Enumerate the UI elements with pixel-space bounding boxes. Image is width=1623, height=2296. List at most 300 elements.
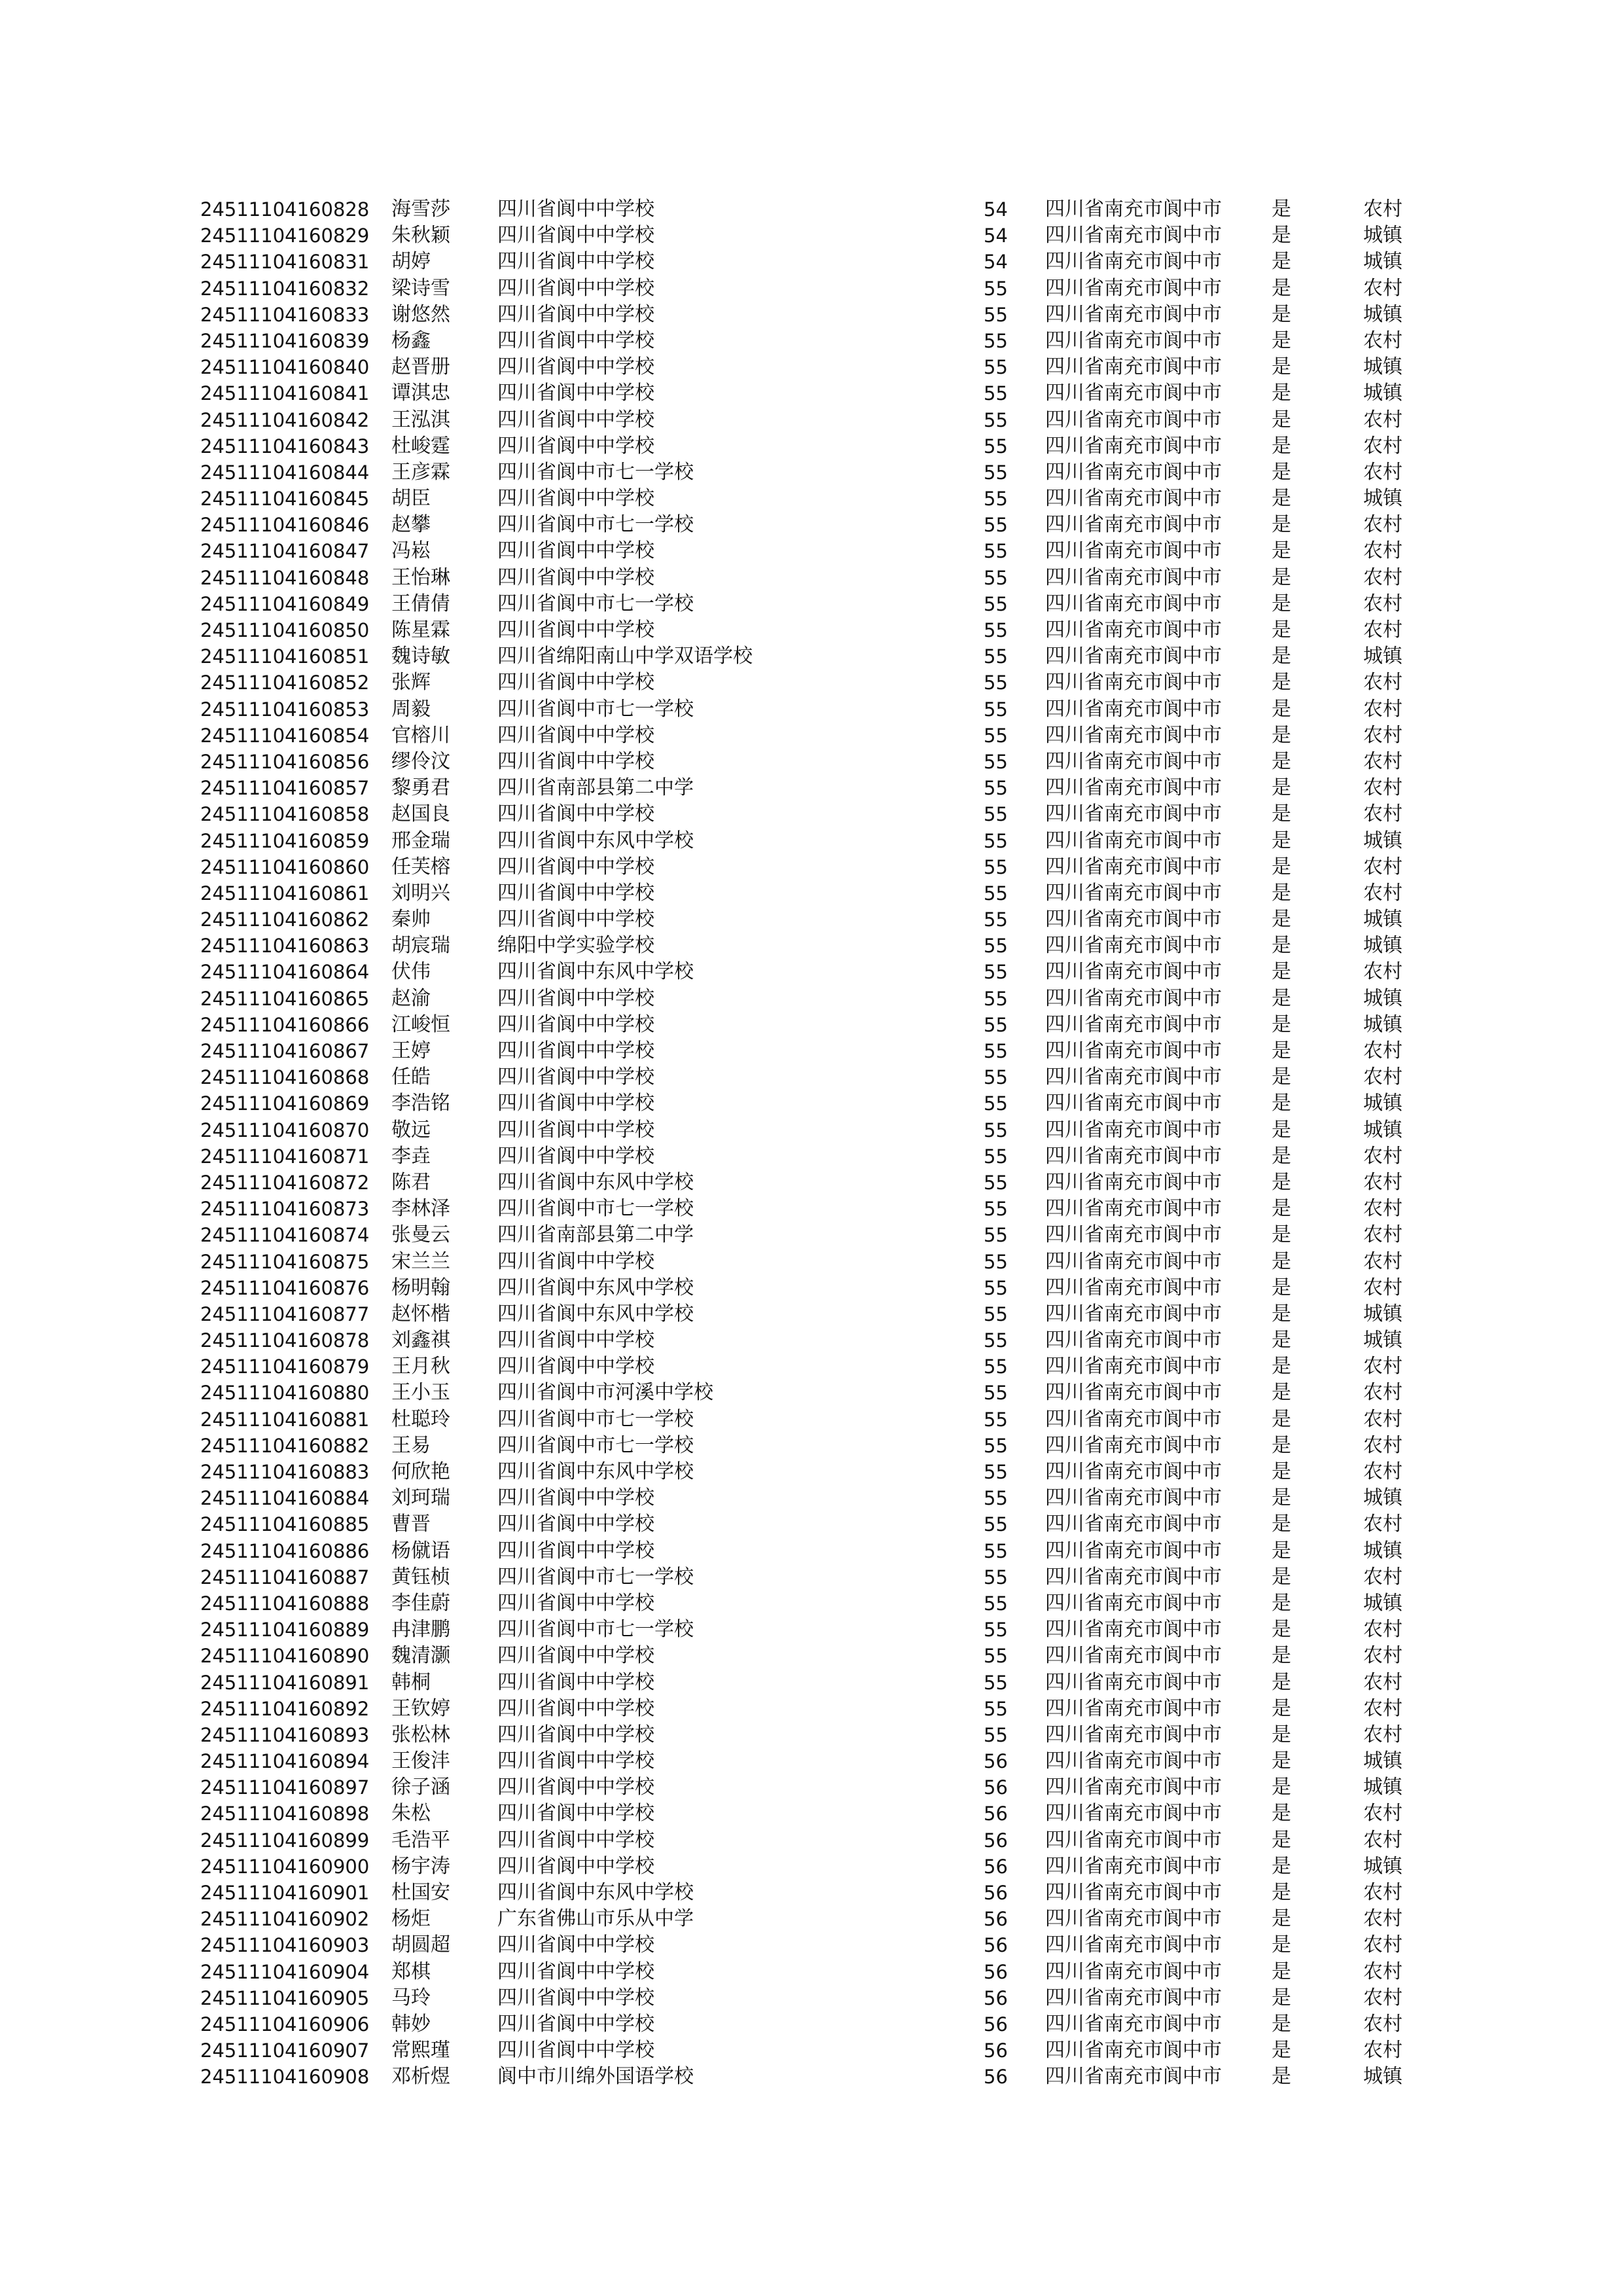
- student-name-cell: 王怡琳: [391, 565, 450, 589]
- flag-cell: 是: [1272, 1144, 1291, 1168]
- school-cell: 四川省阆中中学校: [497, 1539, 654, 1562]
- flag-cell: 是: [1272, 539, 1291, 563]
- student-name-cell: 何欣艳: [391, 1460, 450, 1483]
- score-cell: 55: [984, 1619, 1008, 1641]
- flag-cell: 是: [1272, 1776, 1291, 1799]
- region-cell: 四川省南充市阆中市: [1045, 986, 1222, 1010]
- exam-id-cell: 24511104160890: [200, 1645, 370, 1668]
- table-row: [0, 1038, 1623, 1064]
- region-cell: 四川省南充市阆中市: [1045, 539, 1222, 563]
- exam-id-cell: 24511104160833: [200, 303, 370, 326]
- score-cell: 55: [984, 329, 1008, 352]
- student-name-cell: 刘明兴: [391, 881, 450, 905]
- residence-type-cell: 农村: [1363, 1960, 1402, 1983]
- student-name-cell: 杨宇涛: [391, 1854, 450, 1878]
- residence-type-cell: 农村: [1363, 1723, 1402, 1746]
- region-cell: 四川省南充市阆中市: [1045, 645, 1222, 668]
- exam-id-cell: 24511104160868: [200, 1066, 370, 1089]
- exam-id-cell: 24511104160854: [200, 724, 370, 747]
- school-cell: 四川省阆中中学校: [497, 1513, 654, 1536]
- flag-cell: 是: [1272, 829, 1291, 852]
- roster-table: [0, 196, 1623, 2090]
- score-cell: 56: [984, 1986, 1008, 2009]
- flag-cell: 是: [1272, 1092, 1291, 1115]
- exam-id-cell: 24511104160864: [200, 961, 370, 984]
- table-row: [0, 1511, 1623, 1537]
- exam-id-cell: 24511104160898: [200, 1803, 370, 1825]
- flag-cell: 是: [1272, 487, 1291, 511]
- score-cell: 55: [984, 303, 1008, 326]
- student-name-cell: 赵渝: [391, 986, 431, 1010]
- table-row: [0, 880, 1623, 906]
- school-cell: 四川省阆中中学校: [497, 1066, 654, 1089]
- exam-id-cell: 24511104160882: [200, 1434, 370, 1457]
- flag-cell: 是: [1272, 592, 1291, 615]
- residence-type-cell: 农村: [1363, 855, 1402, 878]
- table-row: [0, 276, 1623, 302]
- table-row: [0, 1959, 1623, 1985]
- exam-id-cell: 24511104160870: [200, 1119, 370, 1141]
- school-cell: 四川省阆中中学校: [497, 1723, 654, 1746]
- region-cell: 四川省南充市阆中市: [1045, 1749, 1222, 1773]
- exam-id-cell: 24511104160850: [200, 619, 370, 641]
- school-cell: 四川省阆中市七一学校: [497, 1565, 694, 1588]
- exam-id-cell: 24511104160851: [200, 645, 370, 668]
- student-name-cell: 江峻恒: [391, 1013, 450, 1036]
- school-cell: 四川省阆中中学校: [497, 1644, 654, 1668]
- flag-cell: 是: [1272, 986, 1291, 1010]
- student-name-cell: 赵晋册: [391, 355, 450, 379]
- residence-type-cell: 农村: [1363, 723, 1402, 747]
- student-name-cell: 邢金瑞: [391, 829, 450, 852]
- region-cell: 四川省南充市阆中市: [1045, 1249, 1222, 1273]
- school-cell: 四川省阆中中学校: [497, 855, 654, 878]
- region-cell: 四川省南充市阆中市: [1045, 829, 1222, 852]
- residence-type-cell: 城镇: [1363, 934, 1402, 958]
- score-cell: 55: [984, 1355, 1008, 1378]
- region-cell: 四川省南充市阆中市: [1045, 1591, 1222, 1615]
- region-cell: 四川省南充市阆中市: [1045, 697, 1222, 721]
- school-cell: 四川省阆中市河溪中学校: [497, 1381, 713, 1405]
- school-cell: 四川省阆中中学校: [497, 302, 654, 326]
- table-row: [0, 933, 1623, 959]
- flag-cell: 是: [1272, 1276, 1291, 1299]
- flag-cell: 是: [1272, 382, 1291, 405]
- residence-type-cell: 城镇: [1363, 382, 1402, 405]
- region-cell: 四川省南充市阆中市: [1045, 1329, 1222, 1352]
- score-cell: 56: [984, 1934, 1008, 1957]
- flag-cell: 是: [1272, 302, 1291, 326]
- region-cell: 四川省南充市阆中市: [1045, 434, 1222, 457]
- residence-type-cell: 城镇: [1363, 1092, 1402, 1115]
- exam-id-cell: 24511104160883: [200, 1461, 370, 1483]
- exam-id-cell: 24511104160900: [200, 1855, 370, 1878]
- region-cell: 四川省南充市阆中市: [1045, 1539, 1222, 1562]
- student-name-cell: 黄钰桢: [391, 1565, 450, 1588]
- table-row: [0, 1196, 1623, 1222]
- flag-cell: 是: [1272, 619, 1291, 641]
- exam-id-cell: 24511104160907: [200, 2039, 370, 2062]
- score-cell: 55: [984, 1329, 1008, 1352]
- flag-cell: 是: [1272, 1197, 1291, 1221]
- table-row: [0, 433, 1623, 459]
- residence-type-cell: 农村: [1363, 1381, 1402, 1405]
- region-cell: 四川省南充市阆中市: [1045, 908, 1222, 931]
- school-cell: 四川省阆中中学校: [497, 355, 654, 379]
- region-cell: 四川省南充市阆中市: [1045, 1118, 1222, 1141]
- student-name-cell: 杨明翰: [391, 1276, 450, 1299]
- score-cell: 54: [984, 198, 1008, 221]
- exam-id-cell: 24511104160843: [200, 435, 370, 457]
- table-row: [0, 906, 1623, 933]
- score-cell: 55: [984, 408, 1008, 431]
- school-cell: 四川省阆中中学校: [497, 1013, 654, 1036]
- score-cell: 55: [984, 1013, 1008, 1036]
- residence-type-cell: 农村: [1363, 1828, 1402, 1852]
- residence-type-cell: 农村: [1363, 1144, 1402, 1168]
- school-cell: 四川省阆中中学校: [497, 2039, 654, 2062]
- student-name-cell: 胡臣: [391, 487, 431, 511]
- table-row: [0, 2064, 1623, 2090]
- score-cell: 56: [984, 2039, 1008, 2062]
- residence-type-cell: 农村: [1363, 1460, 1402, 1483]
- flag-cell: 是: [1272, 1118, 1291, 1141]
- exam-id-cell: 24511104160857: [200, 777, 370, 800]
- region-cell: 四川省南充市阆中市: [1045, 1696, 1222, 1720]
- flag-cell: 是: [1272, 513, 1291, 537]
- school-cell: 四川省阆中中学校: [497, 1960, 654, 1983]
- region-cell: 四川省南充市阆中市: [1045, 1092, 1222, 1115]
- flag-cell: 是: [1272, 329, 1291, 352]
- region-cell: 四川省南充市阆中市: [1045, 276, 1222, 300]
- exam-id-cell: 24511104160892: [200, 1697, 370, 1720]
- residence-type-cell: 农村: [1363, 1223, 1402, 1247]
- residence-type-cell: 农村: [1363, 1355, 1402, 1378]
- flag-cell: 是: [1272, 1618, 1291, 1641]
- score-cell: 56: [984, 1882, 1008, 1904]
- school-cell: 四川省阆中中学校: [497, 1776, 654, 1799]
- exam-id-cell: 24511104160865: [200, 987, 370, 1010]
- residence-type-cell: 农村: [1363, 1644, 1402, 1668]
- region-cell: 四川省南充市阆中市: [1045, 855, 1222, 878]
- table-row: [0, 1590, 1623, 1617]
- table-row: [0, 2011, 1623, 2037]
- exam-id-cell: 24511104160829: [200, 224, 370, 247]
- exam-id-cell: 24511104160877: [200, 1302, 370, 1325]
- school-cell: 四川省阆中东风中学校: [497, 1302, 694, 1325]
- flag-cell: 是: [1272, 1881, 1291, 1904]
- flag-cell: 是: [1272, 224, 1291, 247]
- exam-id-cell: 24511104160904: [200, 1960, 370, 1983]
- residence-type-cell: 城镇: [1363, 487, 1402, 511]
- student-name-cell: 任芙榕: [391, 855, 450, 878]
- score-cell: 54: [984, 224, 1008, 247]
- score-cell: 55: [984, 1145, 1008, 1168]
- flag-cell: 是: [1272, 276, 1291, 300]
- exam-id-cell: 24511104160871: [200, 1145, 370, 1168]
- score-cell: 55: [984, 1092, 1008, 1115]
- table-row: [0, 1932, 1623, 1958]
- residence-type-cell: 农村: [1363, 697, 1402, 721]
- school-cell: 四川省阆中中学校: [497, 198, 654, 221]
- student-name-cell: 胡圆超: [391, 1933, 450, 1957]
- flag-cell: 是: [1272, 1223, 1291, 1247]
- student-name-cell: 韩妙: [391, 2012, 431, 2036]
- region-cell: 四川省南充市阆中市: [1045, 1223, 1222, 1247]
- table-row: [0, 328, 1623, 354]
- score-cell: 56: [984, 1960, 1008, 1983]
- table-row: [0, 223, 1623, 249]
- student-name-cell: 赵怀楷: [391, 1302, 450, 1325]
- flag-cell: 是: [1272, 1486, 1291, 1510]
- region-cell: 四川省南充市阆中市: [1045, 2012, 1222, 2036]
- region-cell: 四川省南充市阆中市: [1045, 934, 1222, 958]
- flag-cell: 是: [1272, 1565, 1291, 1588]
- score-cell: 55: [984, 1566, 1008, 1588]
- region-cell: 四川省南充市阆中市: [1045, 302, 1222, 326]
- flag-cell: 是: [1272, 1960, 1291, 1983]
- exam-id-cell: 24511104160908: [200, 2066, 370, 2089]
- student-name-cell: 官榕川: [391, 723, 450, 747]
- region-cell: 四川省南充市阆中市: [1045, 776, 1222, 800]
- exam-id-cell: 24511104160873: [200, 1198, 370, 1221]
- student-name-cell: 曹晋: [391, 1513, 431, 1536]
- score-cell: 55: [984, 1198, 1008, 1221]
- student-name-cell: 李林泽: [391, 1197, 450, 1221]
- flag-cell: 是: [1272, 1013, 1291, 1036]
- residence-type-cell: 农村: [1363, 1407, 1402, 1431]
- student-name-cell: 赵国良: [391, 802, 450, 826]
- school-cell: 四川省阆中中学校: [497, 802, 654, 826]
- score-cell: 55: [984, 356, 1008, 379]
- table-row: [0, 1301, 1623, 1327]
- student-name-cell: 杨僦语: [391, 1539, 450, 1562]
- student-name-cell: 黎勇君: [391, 776, 450, 800]
- score-cell: 55: [984, 750, 1008, 773]
- table-row: [0, 1538, 1623, 1564]
- school-cell: 四川省阆中市七一学校: [497, 1433, 694, 1457]
- region-cell: 四川省南充市阆中市: [1045, 1381, 1222, 1405]
- school-cell: 四川省阆中东风中学校: [497, 960, 694, 984]
- flag-cell: 是: [1272, 355, 1291, 379]
- region-cell: 四川省南充市阆中市: [1045, 2039, 1222, 2062]
- school-cell: 四川省阆中中学校: [497, 1670, 654, 1694]
- exam-id-cell: 24511104160881: [200, 1408, 370, 1431]
- residence-type-cell: 农村: [1363, 1433, 1402, 1457]
- region-cell: 四川省南充市阆中市: [1045, 1144, 1222, 1168]
- residence-type-cell: 农村: [1363, 539, 1402, 563]
- school-cell: 四川省阆中中学校: [497, 2012, 654, 2036]
- table-row: [0, 1880, 1623, 1906]
- school-cell: 四川省阆中中学校: [497, 487, 654, 511]
- exam-id-cell: 24511104160839: [200, 329, 370, 352]
- school-cell: 四川省阆中中学校: [497, 1696, 654, 1720]
- score-cell: 55: [984, 461, 1008, 484]
- score-cell: 56: [984, 2013, 1008, 2036]
- table-row: [0, 1906, 1623, 1932]
- residence-type-cell: 农村: [1363, 434, 1402, 457]
- flag-cell: 是: [1272, 1249, 1291, 1273]
- region-cell: 四川省南充市阆中市: [1045, 408, 1222, 431]
- table-row: [0, 1012, 1623, 1038]
- residence-type-cell: 城镇: [1363, 645, 1402, 668]
- residence-type-cell: 城镇: [1363, 829, 1402, 852]
- student-name-cell: 缪伶汶: [391, 749, 450, 773]
- table-row: [0, 1327, 1623, 1354]
- score-cell: 55: [984, 1592, 1008, 1615]
- exam-id-cell: 24511104160863: [200, 935, 370, 958]
- school-cell: 四川省阆中中学校: [497, 1039, 654, 1062]
- flag-cell: 是: [1272, 2012, 1291, 2036]
- student-name-cell: 王月秋: [391, 1355, 450, 1378]
- residence-type-cell: 农村: [1363, 671, 1402, 694]
- school-cell: 四川省阆中东风中学校: [497, 1170, 694, 1194]
- exam-id-cell: 24511104160856: [200, 750, 370, 773]
- region-cell: 四川省南充市阆中市: [1045, 1170, 1222, 1194]
- table-row: [0, 1617, 1623, 1643]
- score-cell: 55: [984, 277, 1008, 300]
- score-cell: 56: [984, 1803, 1008, 1825]
- school-cell: 阆中市川绵外国语学校: [497, 2065, 694, 2089]
- score-cell: 55: [984, 1697, 1008, 1720]
- residence-type-cell: 农村: [1363, 1933, 1402, 1957]
- student-name-cell: 魏清灏: [391, 1644, 450, 1668]
- exam-id-cell: 24511104160901: [200, 1882, 370, 1904]
- residence-type-cell: 农村: [1363, 565, 1402, 589]
- school-cell: 四川省阆中东风中学校: [497, 829, 694, 852]
- school-cell: 广东省佛山市乐从中学: [497, 1907, 694, 1931]
- school-cell: 四川省阆中中学校: [497, 619, 654, 641]
- region-cell: 四川省南充市阆中市: [1045, 460, 1222, 484]
- residence-type-cell: 农村: [1363, 329, 1402, 352]
- exam-id-cell: 24511104160905: [200, 1986, 370, 2009]
- residence-type-cell: 农村: [1363, 802, 1402, 826]
- region-cell: 四川省南充市阆中市: [1045, 1302, 1222, 1325]
- table-row: [0, 538, 1623, 564]
- student-name-cell: 胡婷: [391, 250, 431, 274]
- score-cell: 55: [984, 566, 1008, 589]
- student-name-cell: 王俊沣: [391, 1749, 450, 1773]
- region-cell: 四川省南充市阆中市: [1045, 1776, 1222, 1799]
- region-cell: 四川省南充市阆中市: [1045, 1460, 1222, 1483]
- score-cell: 55: [984, 829, 1008, 852]
- score-cell: 55: [984, 1250, 1008, 1273]
- flag-cell: 是: [1272, 408, 1291, 431]
- table-row: [0, 775, 1623, 801]
- student-name-cell: 海雪莎: [391, 198, 450, 221]
- score-cell: 54: [984, 251, 1008, 274]
- table-row: [0, 854, 1623, 880]
- student-name-cell: 张曼云: [391, 1223, 450, 1247]
- score-cell: 55: [984, 1119, 1008, 1141]
- score-cell: 56: [984, 1750, 1008, 1773]
- exam-id-cell: 24511104160845: [200, 488, 370, 511]
- school-cell: 四川省阆中中学校: [497, 565, 654, 589]
- flag-cell: 是: [1272, 460, 1291, 484]
- school-cell: 四川省阆中中学校: [497, 723, 654, 747]
- exam-id-cell: 24511104160906: [200, 2013, 370, 2036]
- flag-cell: 是: [1272, 802, 1291, 826]
- region-cell: 四川省南充市阆中市: [1045, 250, 1222, 274]
- table-row: [0, 1564, 1623, 1590]
- flag-cell: 是: [1272, 934, 1291, 958]
- region-cell: 四川省南充市阆中市: [1045, 1565, 1222, 1588]
- exam-id-cell: 24511104160842: [200, 408, 370, 431]
- residence-type-cell: 农村: [1363, 276, 1402, 300]
- score-cell: 56: [984, 1855, 1008, 1878]
- residence-type-cell: 城镇: [1363, 1302, 1402, 1325]
- residence-type-cell: 城镇: [1363, 1749, 1402, 1773]
- table-row: [0, 749, 1623, 775]
- flag-cell: 是: [1272, 1907, 1291, 1931]
- student-name-cell: 杜国安: [391, 1881, 450, 1904]
- residence-type-cell: 农村: [1363, 1907, 1402, 1931]
- table-row: [0, 959, 1623, 985]
- table-row: [0, 1380, 1623, 1406]
- score-cell: 55: [984, 488, 1008, 511]
- region-cell: 四川省南充市阆中市: [1045, 1644, 1222, 1668]
- score-cell: 55: [984, 724, 1008, 747]
- flag-cell: 是: [1272, 1933, 1291, 1957]
- table-row: [0, 1117, 1623, 1143]
- flag-cell: 是: [1272, 1828, 1291, 1852]
- school-cell: 四川省阆中中学校: [497, 224, 654, 247]
- student-name-cell: 赵攀: [391, 513, 431, 537]
- student-name-cell: 王易: [391, 1433, 431, 1457]
- exam-id-cell: 24511104160862: [200, 908, 370, 931]
- residence-type-cell: 城镇: [1363, 2065, 1402, 2089]
- residence-type-cell: 农村: [1363, 1986, 1402, 2009]
- school-cell: 四川省阆中中学校: [497, 749, 654, 773]
- table-row: [0, 1170, 1623, 1196]
- student-name-cell: 刘珂瑞: [391, 1486, 450, 1510]
- table-row: [0, 512, 1623, 538]
- table-row: [0, 617, 1623, 643]
- flag-cell: 是: [1272, 1723, 1291, 1746]
- table-row: [0, 591, 1623, 617]
- region-cell: 四川省南充市阆中市: [1045, 1670, 1222, 1694]
- school-cell: 四川省阆中中学校: [497, 329, 654, 352]
- residence-type-cell: 农村: [1363, 1696, 1402, 1720]
- table-row: [0, 1090, 1623, 1117]
- table-row: [0, 1801, 1623, 1827]
- table-row: [0, 407, 1623, 433]
- score-cell: 56: [984, 1908, 1008, 1931]
- flag-cell: 是: [1272, 1696, 1291, 1720]
- exam-id-cell: 24511104160879: [200, 1355, 370, 1378]
- exam-id-cell: 24511104160847: [200, 540, 370, 563]
- score-cell: 55: [984, 1276, 1008, 1299]
- residence-type-cell: 农村: [1363, 1170, 1402, 1194]
- student-name-cell: 秦帅: [391, 908, 431, 931]
- region-cell: 四川省南充市阆中市: [1045, 1407, 1222, 1431]
- table-row: [0, 986, 1623, 1012]
- table-row: [0, 1985, 1623, 2011]
- region-cell: 四川省南充市阆中市: [1045, 749, 1222, 773]
- student-name-cell: 任皓: [391, 1066, 431, 1089]
- flag-cell: 是: [1272, 645, 1291, 668]
- table-row: [0, 354, 1623, 380]
- flag-cell: 是: [1272, 908, 1291, 931]
- student-name-cell: 陈星霖: [391, 619, 450, 641]
- score-cell: 55: [984, 619, 1008, 641]
- residence-type-cell: 城镇: [1363, 302, 1402, 326]
- school-cell: 四川省阆中中学校: [497, 1591, 654, 1615]
- flag-cell: 是: [1272, 2039, 1291, 2062]
- exam-id-cell: 24511104160844: [200, 461, 370, 484]
- school-cell: 四川省阆中中学校: [497, 1854, 654, 1878]
- student-name-cell: 朱松: [391, 1802, 431, 1825]
